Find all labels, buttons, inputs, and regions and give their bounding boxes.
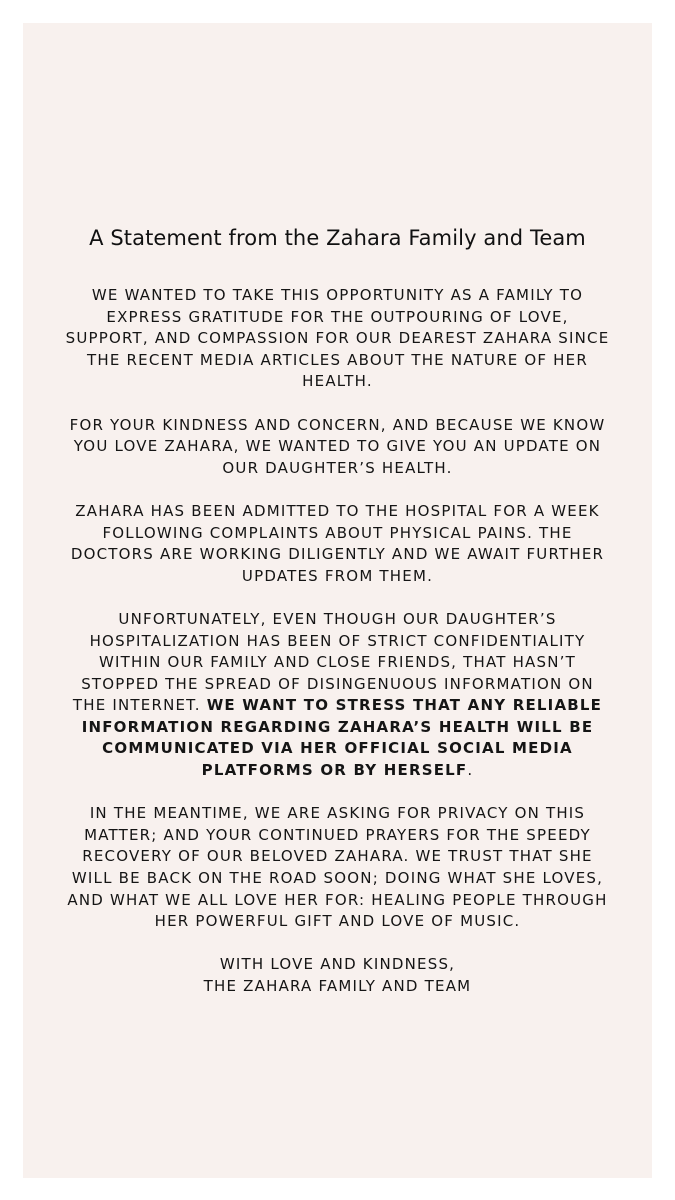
paragraph-confidentiality-emphasis: WE WANT TO STRESS THAT ANY RELIABLE INFORMATION REGARDING ZAHARA’S HEALTH WILL BE COMMUNICATED VIA HER OFFICIAL SOCIAL MEDIA PLATFORMS OR BY HERSELF bbox=[81, 696, 603, 780]
statement-title: A Statement from the Zahara Family and Team bbox=[89, 226, 586, 250]
paragraph-confidentiality bbox=[63, 609, 612, 782]
signoff bbox=[63, 954, 612, 997]
paragraph-privacy: IN THE MEANTIME, WE ARE ASKING FOR PRIVACY ON THIS MATTER; AND YOUR CONTINUED PRAYERS FOR THE SPEEDY RECOVERY OF OUR BELOVED ZAHARA. WE TRUST THAT SHE WILL BE BACK ON THE ROAD SOON; DOING WHAT SHE LOVES, AND WHAT WE ALL LOVE HER FOR: HEALING PEOPLE THROUGH HER POWERFUL GIFT AND LOVE OF MUSIC. bbox=[67, 804, 608, 931]
paragraph-hospital: ZAHARA HAS BEEN ADMITTED TO THE HOSPITAL FOR A WEEK FOLLOWING COMPLAINTS ABOUT PHYSICAL PAINS. THE DOCTORS ARE WORKING DILIGENTLY AND WE AWAIT FURTHER UPDATES FROM THEM. bbox=[70, 501, 605, 585]
signoff-line-2: THE ZAHARA FAMILY AND TEAM bbox=[203, 977, 472, 995]
paragraph-confidentiality-regular: UNFORTUNATELY, EVEN THOUGH OUR DAUGHTER’S HOSPITALIZATION HAS BEEN OF STRICT CONFIDENTIALITY WITHIN OUR FAMILY AND CLOSE FRIENDS, THAT HASN’T STOPPED THE SPREAD OF DISINGENUOUS INFORMATION ON THE INTERNET. bbox=[72, 609, 594, 715]
paragraph-confidentiality-end: . bbox=[467, 761, 474, 780]
paragraph-update: FOR YOUR KINDNESS AND CONCERN, AND BECAUSE WE KNOW YOU LOVE ZAHARA, WE WANTED TO GIVE YOU AN UPDATE ON OUR DAUGHTER’S HEALTH. bbox=[69, 415, 606, 477]
statement-card bbox=[23, 23, 652, 1178]
paragraph-gratitude: WE WANTED TO TAKE THIS OPPORTUNITY AS A FAMILY TO EXPRESS GRATITUDE FOR THE OUTPOURING OF LOVE, SUPPORT, AND COMPASSION FOR OUR DEAREST ZAHARA SINCE THE RECENT MEDIA ARTICLES ABOUT THE NATURE OF HER HEALTH. bbox=[65, 286, 610, 391]
statement-body bbox=[63, 285, 612, 1019]
signoff-line-1: WITH LOVE AND KINDNESS, bbox=[219, 955, 456, 974]
